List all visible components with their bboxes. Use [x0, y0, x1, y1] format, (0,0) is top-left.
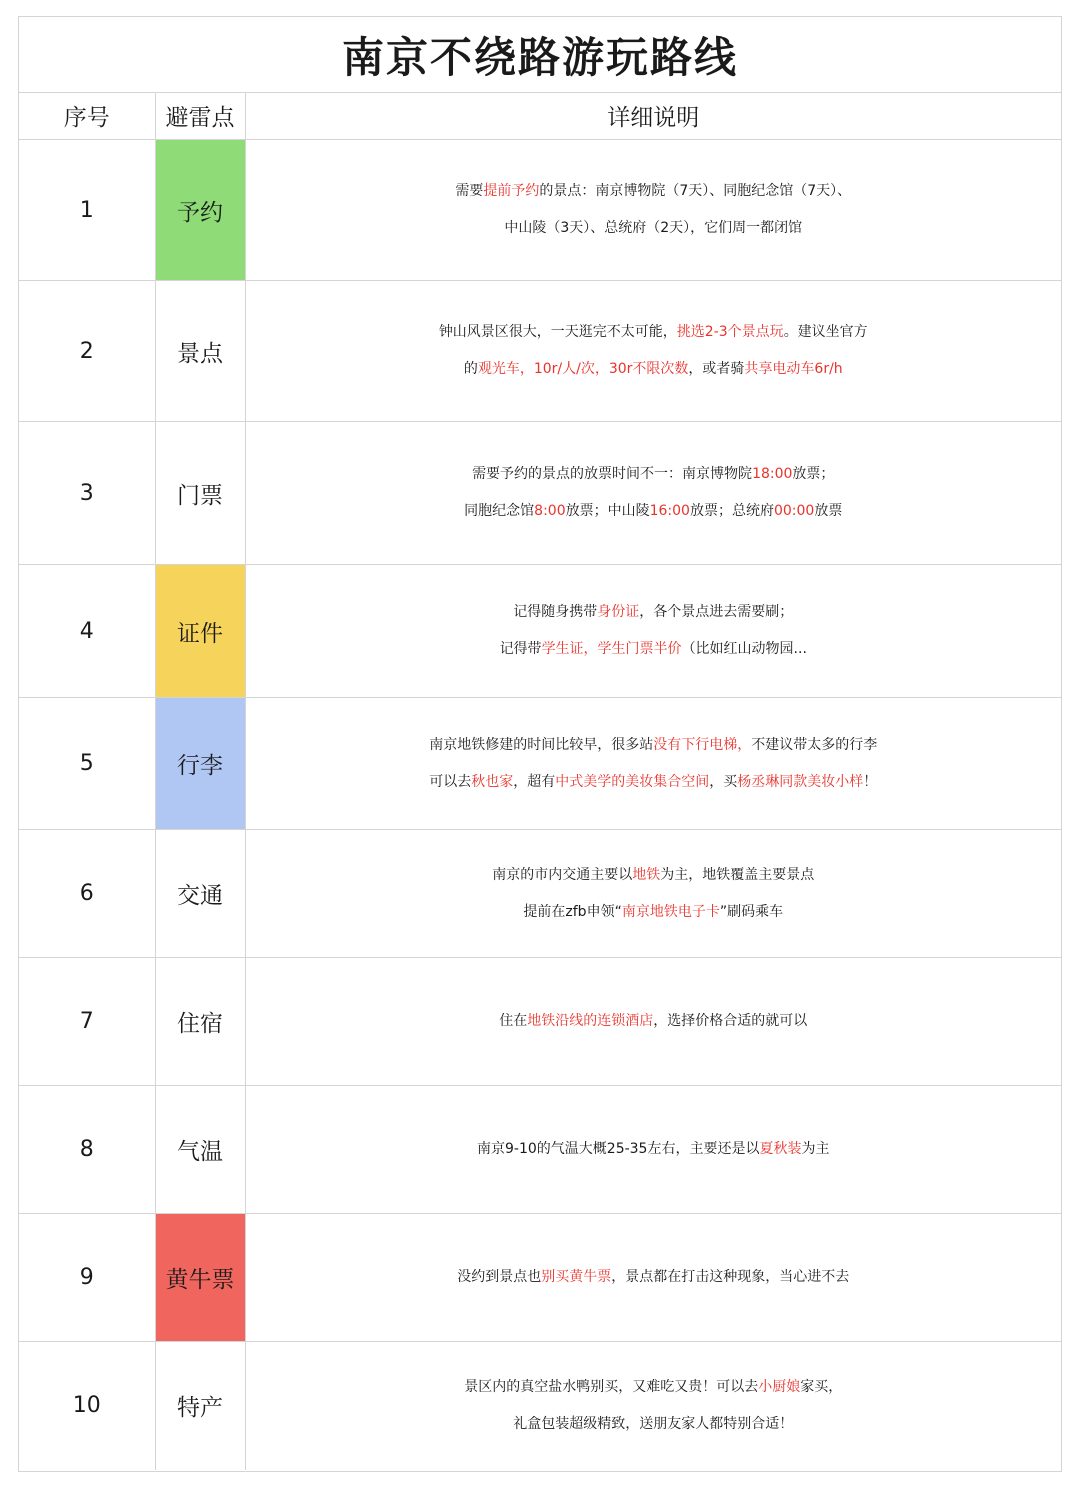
highlight-text: 00:00: [773, 503, 815, 519]
detail-text: ，超有: [513, 773, 556, 790]
row-index: 4: [19, 565, 155, 698]
detail-text: 礼盒包装超级精致，送朋友家人都特别合适！: [513, 1415, 794, 1432]
detail-line: [246, 727, 1062, 764]
detail-text: ，选择价格合适的就可以: [653, 1013, 808, 1029]
highlight-text: 地铁: [632, 866, 661, 883]
detail-text: 同胞纪念馆: [464, 503, 535, 519]
detail-line: [246, 314, 1062, 351]
row-index: 8: [19, 1086, 155, 1214]
detail-line: [246, 764, 1062, 801]
table-row: [19, 565, 1061, 698]
detail-text: 提前在zfb申领“: [523, 903, 622, 920]
detail-line: [246, 1406, 1062, 1443]
detail-text: 为主: [801, 1141, 830, 1157]
row-category: 气温: [155, 1086, 245, 1214]
row-category: 予约: [155, 140, 245, 281]
row-category: 景点: [155, 281, 245, 422]
row-detail: [245, 1214, 1061, 1342]
highlight-text: 16:00: [649, 503, 690, 519]
detail-text: ！: [863, 773, 878, 790]
highlight-text: 夏秋装: [759, 1141, 802, 1157]
table-row: [19, 140, 1061, 281]
detail-text: ”刷码乘车: [719, 903, 784, 920]
row-index: 3: [19, 422, 155, 565]
highlight-text: 身份证: [597, 604, 640, 620]
row-detail: [245, 958, 1061, 1086]
detail-text: （比如红山动物园...: [681, 641, 807, 657]
highlight-text: 南京地铁电子卡: [621, 903, 720, 920]
detail-text: 放票；总统府: [689, 503, 774, 519]
detail-text: 没约到景点也: [457, 1269, 542, 1285]
detail-line: [246, 173, 1062, 210]
table-row: [19, 1214, 1061, 1342]
header-index: 序号: [19, 92, 155, 140]
highlight-text: 挑选2-3个景点玩: [676, 324, 784, 340]
row-category: 行李: [155, 698, 245, 830]
highlight-text: 杨丞琳同款美妆小样: [737, 773, 864, 790]
detail-text: 住在: [499, 1013, 528, 1029]
detail-text: 的: [463, 361, 478, 377]
detail-text: 钟山风景区很大，一天逛完不太可能，: [438, 324, 677, 340]
highlight-text: 8:00: [534, 503, 566, 519]
highlight-text: 提前予约: [483, 183, 540, 199]
row-index: 9: [19, 1214, 155, 1342]
detail-text: 需要予约的景点的放票时间不一：南京博物院: [472, 466, 753, 482]
highlight-text: 共享电动车6r/h: [744, 361, 843, 377]
row-index: 7: [19, 958, 155, 1086]
row-category: 住宿: [155, 958, 245, 1086]
detail-line: [246, 210, 1062, 247]
highlight-text: 学生证，学生门票半价: [541, 641, 682, 657]
table-row: [19, 422, 1061, 565]
row-category: 证件: [155, 565, 245, 698]
highlight-text: 观光车，10r/人/次，30r不限次数: [477, 361, 689, 377]
detail-text: 。建议坐官方: [783, 324, 868, 340]
detail-line: [246, 493, 1062, 530]
detail-text: 放票；: [792, 466, 835, 482]
highlight-text: 地铁沿线的连锁酒店: [527, 1013, 654, 1029]
highlight-text: 18:00: [752, 466, 793, 482]
table-body: [19, 140, 1061, 1470]
table-row: [19, 1086, 1061, 1214]
page-title: 南京不绕路游玩路线: [19, 17, 1061, 93]
row-category: 交通: [155, 830, 245, 958]
detail-line: [246, 857, 1062, 894]
row-index: 5: [19, 698, 155, 830]
row-detail: [245, 1342, 1061, 1470]
detail-text: 记得随身携带: [513, 604, 598, 620]
row-category: 特产: [155, 1342, 245, 1470]
detail-line: [246, 1131, 1062, 1168]
detail-line: [246, 1259, 1062, 1296]
detail-line: [246, 631, 1062, 668]
row-detail: [245, 281, 1061, 422]
highlight-text: 秋也家: [471, 773, 514, 790]
detail-line: [246, 1369, 1062, 1406]
detail-text: 不建议带太多的行李: [751, 736, 878, 753]
table-row: [19, 1342, 1061, 1470]
header-detail: 详细说明: [245, 92, 1061, 140]
detail-text: 可以去: [429, 773, 472, 790]
table-row: [19, 958, 1061, 1086]
detail-text: 南京9-10的气温大概25-35左右，主要还是以: [477, 1141, 760, 1157]
detail-text: ，各个景点进去需要刷；: [639, 604, 794, 620]
detail-line: [246, 594, 1062, 631]
row-category: 门票: [155, 422, 245, 565]
detail-line: [246, 456, 1062, 493]
table-row: [19, 281, 1061, 422]
highlight-text: 没有下行电梯，: [653, 736, 752, 753]
table-row: [19, 698, 1061, 830]
detail-text: 放票；中山陵: [565, 503, 650, 519]
tips-table: [19, 92, 1061, 1470]
detail-text: 放票: [814, 503, 843, 519]
row-detail: [245, 1086, 1061, 1214]
route-table-sheet: [18, 16, 1062, 1472]
header-row: [19, 92, 1061, 140]
detail-text: 中山陵（3天）、总统府（2天），它们周一都闭馆: [504, 220, 803, 236]
detail-text: 景区内的真空盐水鸭别买，又难吃又贵！可以去: [464, 1378, 759, 1395]
header-category: 避雷点: [155, 92, 245, 140]
detail-line: [246, 1003, 1062, 1040]
highlight-text: 别买黄牛票: [541, 1269, 612, 1285]
detail-text: 南京的市内交通主要以: [492, 866, 633, 883]
row-index: 10: [19, 1342, 155, 1470]
row-index: 2: [19, 281, 155, 422]
detail-text: ，或者骑: [688, 361, 745, 377]
row-detail: [245, 140, 1061, 281]
detail-text: ，买: [709, 773, 738, 790]
detail-text: 记得带: [499, 641, 542, 657]
detail-text: 需要: [455, 183, 484, 199]
detail-text: ，景点都在打击这种现象，当心进不去: [611, 1269, 850, 1285]
detail-text: 家买，: [800, 1378, 843, 1395]
row-detail: [245, 422, 1061, 565]
row-detail: [245, 830, 1061, 958]
highlight-text: 中式美学的美妆集合空间: [555, 773, 710, 790]
table-row: [19, 830, 1061, 958]
row-detail: [245, 698, 1061, 830]
detail-text: 的景点：南京博物院（7天）、同胞纪念馆（7天）、: [539, 183, 852, 199]
highlight-text: 小厨娘: [758, 1378, 801, 1395]
row-category: 黄牛票: [155, 1214, 245, 1342]
detail-line: [246, 351, 1062, 388]
row-detail: [245, 565, 1061, 698]
detail-line: [246, 894, 1062, 931]
row-index: 6: [19, 830, 155, 958]
detail-text: 南京地铁修建的时间比较早，很多站: [429, 736, 654, 753]
row-index: 1: [19, 140, 155, 281]
detail-text: 为主，地铁覆盖主要景点: [660, 866, 815, 883]
